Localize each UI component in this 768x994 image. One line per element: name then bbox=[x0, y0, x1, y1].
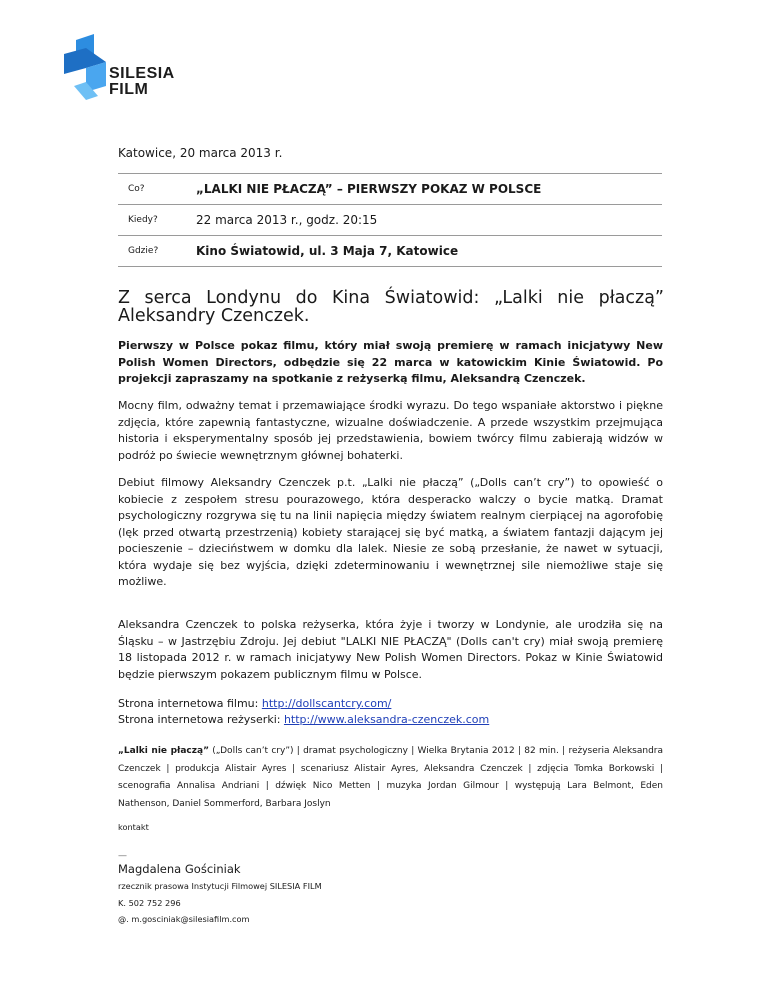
info-row-what bbox=[118, 174, 662, 205]
what-label: Co? bbox=[118, 174, 196, 205]
brand-wordmark bbox=[109, 66, 175, 98]
contact-name: Magdalena Gościniak bbox=[118, 862, 241, 876]
info-row-where bbox=[118, 236, 662, 267]
film-website-label: Strona internetowa filmu: bbox=[118, 697, 262, 710]
contact-label: kontakt bbox=[118, 822, 149, 832]
credits-text: („Dolls can’t cry”) | dramat psychologiczny | Wielka Brytania 2012 | 82 min. | reżyseria Aleksandra Czenczek | produkcja Alistair Ayres | scenariusz Alistair Ayres, Aleksandra Czenczek | zdjęcia Tomka Borkowski | scenografia Annalisa Andriani | dźwięk Nico Metten | muzyka Jordan Gilmour | występują Lara Belmont, Eden Nathenson, Daniel Sommerford, Barbara Joslyn bbox=[118, 746, 663, 809]
director-website-line bbox=[118, 712, 489, 728]
director-website-link[interactable]: http://www.aleksandra-czenczek.com bbox=[283, 713, 490, 726]
what-value: „LALKI NIE PŁACZĄ” – PIERWSZY POKAZ W POLSCE bbox=[196, 174, 662, 205]
place-date: Katowice, 20 marca 2013 r. bbox=[118, 146, 283, 160]
where-label: Gdzie? bbox=[118, 236, 196, 267]
where-value: Kino Światowid, ul. 3 Maja 7, Katowice bbox=[196, 236, 662, 267]
info-row-when bbox=[118, 205, 662, 236]
director-website-label: Strona internetowa reżyserki: bbox=[118, 713, 284, 726]
contact-divider: — bbox=[118, 851, 127, 861]
when-value: 22 marca 2013 r., godz. 20:15 bbox=[196, 205, 662, 236]
contact-role: rzecznik prasowa Instytucji Filmowej SILESIA FILM bbox=[118, 881, 322, 891]
body-paragraph-3: Aleksandra Czenczek to polska reżyserka, która żyje i tworzy w Londynie, ale urodziła się na Śląsku – w Jastrzębiu Zdroju. Jej debiut "LALKI NIE PŁACZĄ" (Dolls can't cry) miał swoją premierę 18 listopada 2012 r. w ramach inicjatywy New Polish Women Directors. Pokaz w Kinie Światowid będzie pierwszym pokazem publicznym filmu w Polsce. bbox=[118, 618, 663, 681]
brand-name-line2: FILM bbox=[109, 81, 149, 98]
brand-name-line1: SILESIA bbox=[109, 65, 175, 82]
film-credits bbox=[118, 743, 663, 813]
contact-phone: K. 502 752 296 bbox=[118, 898, 181, 908]
body-paragraph-2: Debiut filmowy Aleksandry Czenczek p.t. „Lalki nie płaczą” („Dolls can’t cry”) to opowieść o kobiecie z zespołem stresu pourazowego, która desperacko walczy o bycie matką. Dramat psychologiczny rozgrywa się tu na linii napięcia między światem realnym cierpiącej na agorofobię (lęk przed otwartą przestrzenią) kobiety starającej się być matką, a światem fantazji dającym jej pocieszenie – dzieciństwem w domku dla lalek. Niesie ze sobą przesłanie, że nawet w sytuacji, która wydaje się bez wyjścia, dzięki zdeterminowaniu i wewnętrznej sile niemożliwe staje się możliwe. bbox=[118, 476, 663, 588]
headline: Z serca Londynu do Kina Światowid: „Lalki nie płaczą” Aleksandry Czenczek. bbox=[118, 288, 664, 326]
body-paragraph-1: Mocny film, odważny temat i przemawiające środki wyrazu. Do tego wspaniałe aktorstwo i piękne zdjęcia, które zapewnią fantastyczne, wizualne doświadczenie. A przede wszystkim przejmująca historia i eksperymentalny sposób jej przedstawienia, bowiem twórcy filmu zabierają widzów w podróż po świecie wewnętrznym głównej bohaterki. bbox=[118, 399, 663, 462]
event-info-table bbox=[118, 173, 662, 267]
film-website-line bbox=[118, 696, 391, 712]
when-label: Kiedy? bbox=[118, 205, 196, 236]
lead-paragraph: Pierwszy w Polsce pokaz filmu, który miał swoją premierę w ramach inicjatywy New Polish Women Directors, odbędzie się 22 marca w katowickim Kinie Światowid. Po projekcji zapraszamy na spotkanie z reżyserką filmu, Aleksandrą Czenczek. bbox=[118, 339, 663, 385]
contact-email: @. m.gosciniak@silesiafilm.com bbox=[118, 914, 250, 924]
credits-title: „Lalki nie płaczą” bbox=[118, 746, 209, 756]
film-website-link[interactable]: http://dollscantcry.com/ bbox=[261, 697, 392, 710]
